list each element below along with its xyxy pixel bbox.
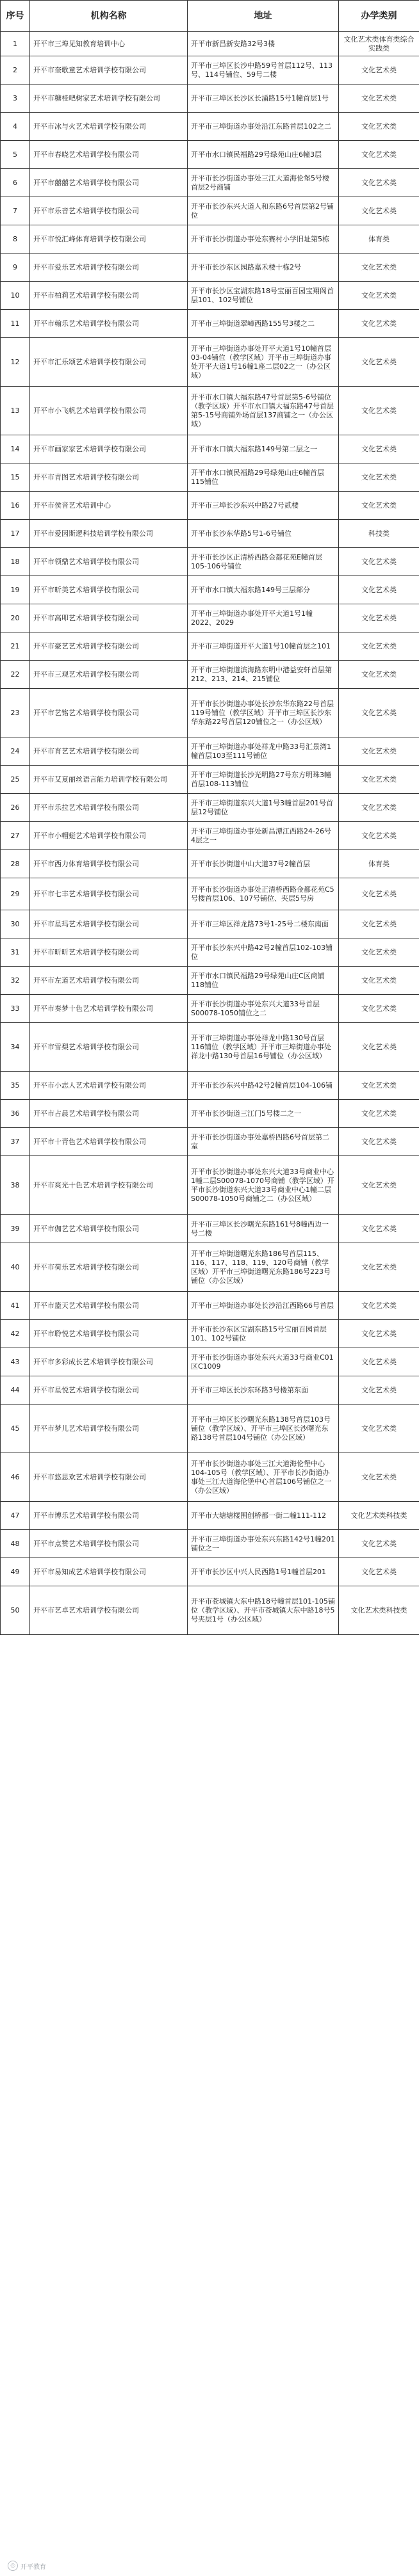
cell-no: 23 (1, 689, 30, 737)
cell-type: 文化艺术类 (339, 1530, 419, 1558)
table-row (1, 225, 419, 254)
cell-address: 开平市长沙街道办事处正清桥西路金都花苑C5号楼首层106、107号铺位、夹层5号房 (188, 878, 339, 910)
cell-address: 开平市三埠街道办事处开平大道1号1幢2022、2029 (188, 604, 339, 632)
cell-name: 开平市乐拉艺术培训学校有限公司 (30, 794, 188, 822)
cell-no: 31 (1, 938, 30, 967)
table-row (1, 492, 419, 520)
cell-address: 开平市苍城镇大东中路18号幢首层101-105铺位（教学区域）、开平市苍城镇大东中路18号5号夹层1号（办公区域） (188, 1586, 339, 1635)
cell-name: 开平市占晨艺术培训学校有限公司 (30, 1100, 188, 1128)
cell-name: 开平市小志人艺术培训学校有限公司 (30, 1072, 188, 1100)
table-row (1, 661, 419, 689)
cell-no: 34 (1, 1023, 30, 1072)
cell-address: 开平市水口镇大福东路47号首层第5-6号铺位（教学区域）开平市水口镇大福东路47号首层第5-15号商铺外场首层137商铺之一（办公区域） (188, 387, 339, 435)
cell-name: 开平市悦汇峰体育培训学校有限公司 (30, 225, 188, 254)
cell-address: 开平市长沙东兴大道人和东路6号首层第2号铺位 (188, 197, 339, 225)
cell-address: 开平市新昌新安路32号3楼 (188, 32, 339, 56)
cell-no: 8 (1, 225, 30, 254)
cell-address: 开平市三埠街道办事处祥龙中路130号首层116铺位（教学区域）开平市三埠街道办事处祥龙中路130号首层16号铺位（办公区域） (188, 1023, 339, 1072)
cell-address: 开平市长沙街道办事处东赛村小学旧址第5栋 (188, 225, 339, 254)
cell-type: 文化艺术类 (339, 387, 419, 435)
cell-address: 开平市三埠街道开平大道1号10幢首层之101 (188, 632, 339, 661)
cell-name: 开平市星玛艺术培训学校有限公司 (30, 910, 188, 938)
table-row (1, 1100, 419, 1128)
header-no: 序号 (1, 1, 30, 32)
cell-type: 文化艺术类 (339, 310, 419, 338)
table-row (1, 1502, 419, 1530)
cell-name: 开平市高叩艺术培训学校有限公司 (30, 604, 188, 632)
cell-address: 开平市三埠街道办事处沿江东路首层102之二 (188, 113, 339, 141)
cell-address: 开平市三埠长沙东兴中路27号贰楼 (188, 492, 339, 520)
watermark-text: 开平教育 (21, 2563, 46, 2571)
cell-name: 开平市多彩成长艺术培训学校有限公司 (30, 1348, 188, 1376)
cell-no: 27 (1, 822, 30, 850)
cell-address: 开平市长沙街道办事处东兴大道33号首层S00078-1050铺位之二 (188, 995, 339, 1023)
cell-type: 文化艺术类 (339, 1453, 419, 1502)
table-row (1, 310, 419, 338)
cell-address: 开平市长沙街道办事处东兴大道33号商业C01区C1009 (188, 1348, 339, 1376)
cell-type: 文化艺术类 (339, 689, 419, 737)
cell-address: 开平市长沙东兴中路42号2幢首层102-103铺位 (188, 938, 339, 967)
table-row (1, 850, 419, 878)
cell-no: 14 (1, 435, 30, 463)
cell-name: 开平市囍囍艺术培训学校有限公司 (30, 169, 188, 197)
cell-no: 38 (1, 1156, 30, 1215)
table-row (1, 1586, 419, 1635)
cell-no: 7 (1, 197, 30, 225)
cell-name: 开平市爱因斯逻科技培训学校有限公司 (30, 520, 188, 548)
cell-name: 开平市昕昕艺术培训学校有限公司 (30, 938, 188, 967)
table-row (1, 1292, 419, 1320)
table-row (1, 910, 419, 938)
cell-type: 科技类 (339, 520, 419, 548)
cell-type: 文化艺术类 (339, 282, 419, 310)
cell-address: 开平市三埠街道翠嶂西路155号3楼之二 (188, 310, 339, 338)
cell-no: 25 (1, 766, 30, 794)
cell-type: 文化艺术类 (339, 548, 419, 576)
cell-no: 33 (1, 995, 30, 1023)
cell-type: 文化艺术类 (339, 1292, 419, 1320)
table-row (1, 995, 419, 1023)
cell-no: 5 (1, 141, 30, 169)
cell-no: 46 (1, 1453, 30, 1502)
table-row (1, 282, 419, 310)
cell-name: 开平市小飞帆艺术培训学校有限公司 (30, 387, 188, 435)
cell-name: 开平市荷乐艺术培训学校有限公司 (30, 1243, 188, 1292)
cell-type: 文化艺术类 (339, 794, 419, 822)
table-header-row (1, 1, 419, 32)
header-address: 地址 (188, 1, 339, 32)
table-row (1, 967, 419, 995)
table-row (1, 604, 419, 632)
cell-no: 50 (1, 1586, 30, 1635)
table-row (1, 878, 419, 910)
cell-no: 13 (1, 387, 30, 435)
table-row (1, 1215, 419, 1243)
cell-address: 开平市三埠街道东兴大道1号3幢首层201号首层12号铺位 (188, 794, 339, 822)
cell-type: 文化艺术类 (339, 1128, 419, 1156)
cell-address: 开平市三埠街道办事处东兴东路142号1幢201铺位之一 (188, 1530, 339, 1558)
cell-no: 47 (1, 1502, 30, 1530)
table-row (1, 1558, 419, 1586)
table-row (1, 1243, 419, 1292)
cell-type: 文化艺术类 (339, 967, 419, 995)
cell-name: 开平市领鼎艺术培训学校有限公司 (30, 548, 188, 576)
cell-type: 文化艺术类科技类 (339, 1502, 419, 1530)
table-row (1, 1023, 419, 1072)
cell-no: 10 (1, 282, 30, 310)
table-row (1, 1376, 419, 1405)
table-row (1, 1530, 419, 1558)
cell-no: 20 (1, 604, 30, 632)
cell-type: 文化艺术类 (339, 197, 419, 225)
cell-name: 开平市糖桂吧树家艺术培训学校有限公司 (30, 85, 188, 113)
cell-no: 1 (1, 32, 30, 56)
table-body (1, 32, 419, 1635)
cell-no: 19 (1, 576, 30, 604)
table-row (1, 1453, 419, 1502)
cell-address: 开平市三埠街道办事处开平大道1号10幢首层03-04铺位（教学区域）开平市三埠街道办事处开平大道1号16幢1座二层02之一（办公区域） (188, 338, 339, 387)
cell-name: 开平市画家家艺术培训学校有限公司 (30, 435, 188, 463)
cell-address: 开平市长沙区正清桥西路金都花苑E幢首层105-106号铺位 (188, 548, 339, 576)
cell-type: 文化艺术类 (339, 910, 419, 938)
cell-address: 开平市长沙街道中山大道37号2幢首层 (188, 850, 339, 878)
cell-name: 开平市奏梦十色艺术培训学校有限公司 (30, 995, 188, 1023)
cell-name: 开平市艾夏丽丝语言能力培训学校有限公司 (30, 766, 188, 794)
table-row (1, 1348, 419, 1376)
cell-address: 开平市水口镇民福路29号绿苑山庄6幢首层115铺位 (188, 463, 339, 492)
header-name: 机构名称 (30, 1, 188, 32)
cell-type: 文化艺术类体育类综合实践类 (339, 32, 419, 56)
cell-no: 40 (1, 1243, 30, 1292)
cell-address: 开平市水口镇大福东路149号第二层之一 (188, 435, 339, 463)
table-row (1, 1320, 419, 1348)
cell-address: 开平市长沙街道办事处三江大道海伦堡5号楼首层2号商铺 (188, 169, 339, 197)
cell-name: 开平市汇乐颂艺术培训学校有限公司 (30, 338, 188, 387)
cell-no: 4 (1, 113, 30, 141)
cell-type: 文化艺术类 (339, 1348, 419, 1376)
cell-no: 37 (1, 1128, 30, 1156)
cell-address: 开平市三埠街道办事处祥龙中路33号汇景湾1幢首层103至111号铺位 (188, 737, 339, 766)
table-row (1, 766, 419, 794)
cell-address: 开平市三埠街道办事处新昌潭江西路24-26号4层之一 (188, 822, 339, 850)
cell-name: 开平市雪梨艺术培训学校有限公司 (30, 1023, 188, 1072)
table-row (1, 141, 419, 169)
cell-address: 开平市三埠区长沙东环路3号楼第东面 (188, 1376, 339, 1405)
cell-name: 开平市七丰艺术培训学校有限公司 (30, 878, 188, 910)
cell-no: 21 (1, 632, 30, 661)
cell-address: 开平市长沙街道三江门5号楼二之一 (188, 1100, 339, 1128)
table-row (1, 254, 419, 282)
cell-type: 文化艺术类 (339, 604, 419, 632)
cell-name: 开平市博乐艺术培训学校有限公司 (30, 1502, 188, 1530)
cell-type: 文化艺术类科技类 (339, 1586, 419, 1635)
cell-address: 开平市三埠区祥龙路73号1-25号二楼东南面 (188, 910, 339, 938)
cell-address: 开平市三埠区长沙曙光东路138号首层103号铺位（教学区域）、开平市三埠区长沙曙光东路138号首层104号铺位（办公区域） (188, 1405, 339, 1453)
cell-name: 开平市篮天艺术培训学校有限公司 (30, 1292, 188, 1320)
cell-no: 26 (1, 794, 30, 822)
cell-no: 35 (1, 1072, 30, 1100)
cell-type: 文化艺术类 (339, 492, 419, 520)
cell-no: 16 (1, 492, 30, 520)
cell-address: 开平市水口镇民福路29号绿苑山庄C区商铺118铺位 (188, 967, 339, 995)
cell-type: 文化艺术类 (339, 766, 419, 794)
cell-type: 文化艺术类 (339, 1405, 419, 1453)
cell-type: 文化艺术类 (339, 463, 419, 492)
cell-type: 文化艺术类 (339, 822, 419, 850)
cell-no: 30 (1, 910, 30, 938)
cell-type: 体育类 (339, 225, 419, 254)
cell-type: 文化艺术类 (339, 85, 419, 113)
cell-no: 36 (1, 1100, 30, 1128)
table-row (1, 387, 419, 435)
table-row (1, 197, 419, 225)
cell-address: 开平市三埠街道滨海路东明中港益安轩首层第212、213、214、215铺位 (188, 661, 339, 689)
cell-name: 开平市豪艺艺术培训学校有限公司 (30, 632, 188, 661)
cell-name: 开平市翰乐艺术培训学校有限公司 (30, 310, 188, 338)
cell-name: 开平市育艺艺术培训学校有限公司 (30, 737, 188, 766)
cell-type: 文化艺术类 (339, 1558, 419, 1586)
cell-name: 开平市艺卓艺术培训学校有限公司 (30, 1586, 188, 1635)
table-row (1, 737, 419, 766)
table-row (1, 113, 419, 141)
cell-name: 开平市易知成艺术培训学校有限公司 (30, 1558, 188, 1586)
cell-type: 文化艺术类 (339, 1072, 419, 1100)
cell-address: 开平市长沙街道办事处东兴大道33号商业中心1幢二层S00078-1070号商铺（教学区域）开平市长沙街道东兴大道33号商业中心1幢二层S00078-1050号商铺之二（办公区域） (188, 1156, 339, 1215)
cell-no: 12 (1, 338, 30, 387)
cell-name: 开平市星悦艺术培训学校有限公司 (30, 1376, 188, 1405)
cell-name: 开平市春晓艺术培训学校有限公司 (30, 141, 188, 169)
cell-name: 开平市青图艺术培训学校有限公司 (30, 463, 188, 492)
cell-no: 3 (1, 85, 30, 113)
cell-type: 文化艺术类 (339, 435, 419, 463)
cell-name: 开平市奎歌童艺术培训学校有限公司 (30, 56, 188, 85)
cell-name: 开平市梦儿艺术培训学校有限公司 (30, 1405, 188, 1453)
cell-type: 文化艺术类 (339, 1100, 419, 1128)
cell-name: 开平市聆悦艺术培训学校有限公司 (30, 1320, 188, 1348)
cell-address: 开平市长沙东华路5号1-6号铺位 (188, 520, 339, 548)
table-row (1, 1156, 419, 1215)
cell-no: 22 (1, 661, 30, 689)
cell-no: 9 (1, 254, 30, 282)
cell-name: 开平市昕美艺术培训学校有限公司 (30, 576, 188, 604)
cell-address: 开平市三埠街道曙光东路186号首层115、116、117、118、119、120号商铺（教学区域）开平市三埠街道曙光东路186号223号铺位（办公区域） (188, 1243, 339, 1292)
table-row (1, 56, 419, 85)
table-row (1, 794, 419, 822)
cell-type: 文化艺术类 (339, 1320, 419, 1348)
cell-type: 文化艺术类 (339, 254, 419, 282)
cell-type: 文化艺术类 (339, 737, 419, 766)
logo-icon: ◎ (8, 2561, 18, 2571)
cell-address: 开平市水口镇民福路29号绿苑山庄6幢3层 (188, 141, 339, 169)
cell-type: 文化艺术类 (339, 113, 419, 141)
cell-name: 开平市艺铭艺术培训学校有限公司 (30, 689, 188, 737)
cell-no: 2 (1, 56, 30, 85)
cell-type: 文化艺术类 (339, 632, 419, 661)
cell-name: 开平市冰与火艺术培训学校有限公司 (30, 113, 188, 141)
cell-address: 开平市长沙区宝湖东路18号宝丽百园宝翔阁首层101、102号铺位 (188, 282, 339, 310)
cell-type: 文化艺术类 (339, 1243, 419, 1292)
cell-type: 文化艺术类 (339, 1023, 419, 1072)
table-row (1, 1405, 419, 1453)
cell-no: 48 (1, 1530, 30, 1558)
cell-type: 文化艺术类 (339, 338, 419, 387)
cell-name: 开平市左道艺术培训学校有限公司 (30, 967, 188, 995)
cell-name: 开平市点赞艺术培训学校有限公司 (30, 1530, 188, 1558)
cell-type: 文化艺术类 (339, 661, 419, 689)
watermark (8, 2561, 46, 2571)
table-row (1, 548, 419, 576)
cell-address: 开平市长沙东区园路嘉禾楼十栋2号 (188, 254, 339, 282)
table-row (1, 1072, 419, 1100)
table-row (1, 632, 419, 661)
cell-no: 45 (1, 1405, 30, 1453)
cell-name: 开平市三观艺术培训学校有限公司 (30, 661, 188, 689)
cell-address: 开平市长沙街道办事处长沙东华东路22号首层119号铺位（教学区域）开平市三埠区长沙东华东路22号首层120铺位之一（办公区域） (188, 689, 339, 737)
header-type: 办学类别 (339, 1, 419, 32)
cell-address: 开平市长沙街道办事处嘉桥四路6号首层第二室 (188, 1128, 339, 1156)
cell-address: 开平市大塘塘楼围创桥都一街二幢111-112 (188, 1502, 339, 1530)
cell-address: 开平市水口镇大福东路149号三层部分 (188, 576, 339, 604)
cell-type: 文化艺术类 (339, 169, 419, 197)
cell-name: 开平市十青色艺术培训学校有限公司 (30, 1128, 188, 1156)
cell-address: 开平市三埠街道办事处长沙沿江西路66号首层 (188, 1292, 339, 1320)
cell-address: 开平市三埠区长沙曙光东路161号8幢西边一号二楼 (188, 1215, 339, 1243)
table-row (1, 32, 419, 56)
cell-address: 开平市长沙街道办事处三江大道海伦堡中心104-105号（教学区域）、开平市长沙街道办事处三江大道海伦堡中心首层106号铺位之一（办公区域） (188, 1453, 339, 1502)
cell-address: 开平市三埠区长沙中路59号首层112号、113号、114号铺位、59号二楼 (188, 56, 339, 85)
cell-address: 开平市长沙区中兴人民西路1号1幢首层201 (188, 1558, 339, 1586)
cell-name: 开平市乐音艺术培训学校有限公司 (30, 197, 188, 225)
cell-type: 文化艺术类 (339, 1156, 419, 1215)
table-row (1, 169, 419, 197)
cell-name: 开平市侯音艺术培训中心 (30, 492, 188, 520)
cell-no: 44 (1, 1376, 30, 1405)
cell-no: 39 (1, 1215, 30, 1243)
cell-name: 开平市三埠见知教育培训中心 (30, 32, 188, 56)
cell-type: 文化艺术类 (339, 576, 419, 604)
cell-type: 文化艺术类 (339, 56, 419, 85)
table-row (1, 520, 419, 548)
cell-no: 28 (1, 850, 30, 878)
cell-address: 开平市三埠区长沙区长涌路15号1幢首层1号 (188, 85, 339, 113)
cell-no: 32 (1, 967, 30, 995)
cell-name: 开平市伽艺艺术培训学校有限公司 (30, 1215, 188, 1243)
cell-type: 文化艺术类 (339, 995, 419, 1023)
table-row (1, 435, 419, 463)
cell-type: 文化艺术类 (339, 938, 419, 967)
cell-type: 文化艺术类 (339, 141, 419, 169)
cell-no: 41 (1, 1292, 30, 1320)
cell-no: 11 (1, 310, 30, 338)
cell-type: 体育类 (339, 850, 419, 878)
table-row (1, 689, 419, 737)
cell-name: 开平市柏莉艺术培训学校有限公司 (30, 282, 188, 310)
cell-name: 开平市悠思欢艺术培训学校有限公司 (30, 1453, 188, 1502)
cell-no: 42 (1, 1320, 30, 1348)
table-row (1, 85, 419, 113)
cell-no: 6 (1, 169, 30, 197)
cell-type: 文化艺术类 (339, 1215, 419, 1243)
cell-address: 开平市长沙东兴中路42号2幢首层104-106铺 (188, 1072, 339, 1100)
cell-name: 开平市爽光十色艺术培训学校有限公司 (30, 1156, 188, 1215)
cell-no: 49 (1, 1558, 30, 1586)
cell-type: 文化艺术类 (339, 1376, 419, 1405)
table-row (1, 938, 419, 967)
table-row (1, 463, 419, 492)
cell-no: 18 (1, 548, 30, 576)
cell-name: 开平市西力体育培训学校有限公司 (30, 850, 188, 878)
cell-type: 文化艺术类 (339, 878, 419, 910)
cell-no: 43 (1, 1348, 30, 1376)
table-row (1, 822, 419, 850)
cell-name: 开平市爱乐艺术培训学校有限公司 (30, 254, 188, 282)
cell-name: 开平市小帽蜓艺术培训学校有限公司 (30, 822, 188, 850)
table-row (1, 338, 419, 387)
cell-address: 开平市三埠街道长沙光明路27号东方明珠3幢首层108-113铺位 (188, 766, 339, 794)
cell-no: 17 (1, 520, 30, 548)
cell-no: 24 (1, 737, 30, 766)
cell-address: 开平市长沙东区宝湖东路15号宝丽百园首层101、102号铺位 (188, 1320, 339, 1348)
cell-no: 15 (1, 463, 30, 492)
cell-no: 29 (1, 878, 30, 910)
table-row (1, 576, 419, 604)
table-row (1, 1128, 419, 1156)
